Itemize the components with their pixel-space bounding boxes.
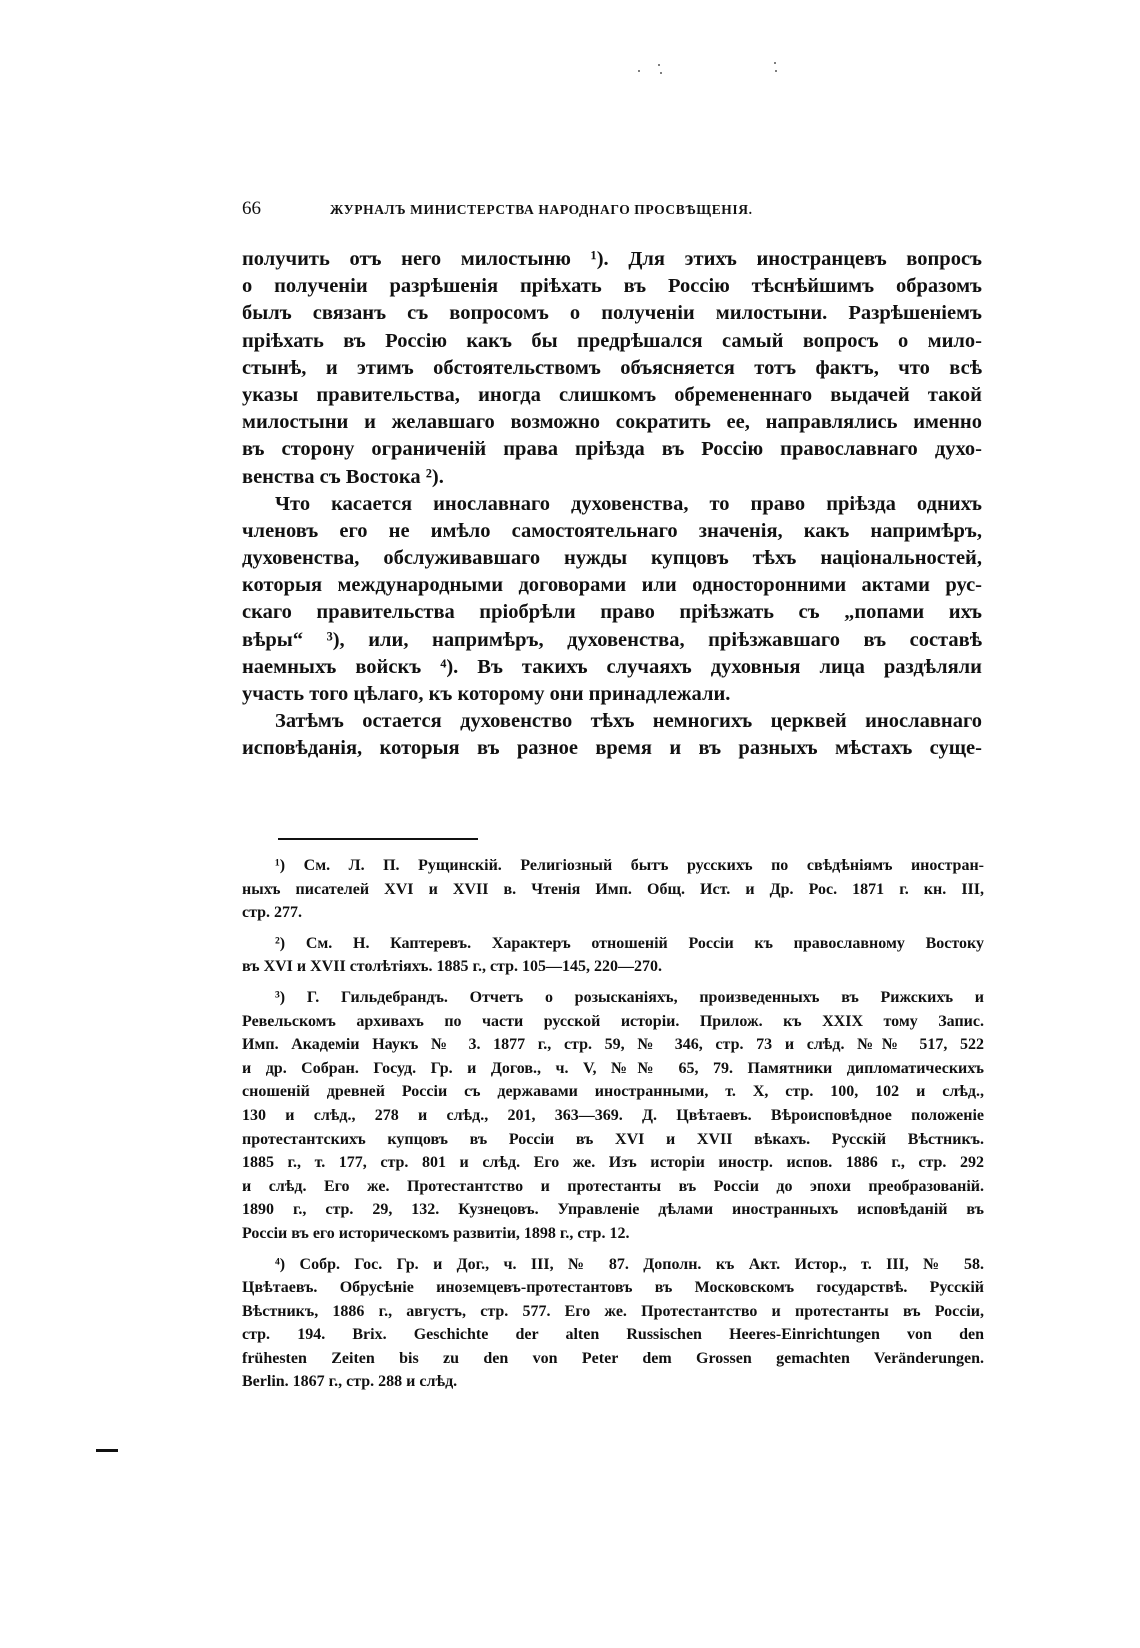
text-line: скаго правительства пріобрѣли право пріѣзжать съ „попами ихъ — [242, 601, 982, 624]
footnote-line: 130 и слѣд., 278 и слѣд., 201, 363—369. Д. Цвѣтаевъ. Вѣроисповѣдное положеніе — [242, 1106, 984, 1124]
scan-speck — [660, 72, 662, 74]
text-line: былъ связанъ съ вопросомъ о полученіи милостыни. Разрѣшеніемъ — [242, 302, 982, 325]
text-line: Что касается инославнаго духовенства, то право пріѣзда однихъ — [275, 492, 982, 515]
text-line: о полученіи разрѣшенія пріѣхать въ Россію тѣснѣйшимъ образомъ — [242, 275, 982, 298]
text-line: Затѣмъ остается духовенство тѣхъ немногихъ церквей инославнаго — [275, 710, 982, 733]
footnotes — [242, 854, 984, 1394]
scan-speck — [658, 64, 660, 66]
footnote-line: стр. 194. Brix. Geschichte der alten Russischen Heeres-Einrichtungen von den — [242, 1326, 984, 1344]
footnote-separator — [278, 838, 478, 840]
text-line: въ сторону ограниченій права пріѣзда въ Россію православнаго духо- — [242, 438, 982, 461]
text-line: стынѣ, и этимъ обстоятельствомъ объясняется тотъ фактъ, что всѣ — [242, 356, 982, 379]
text-line: наемныхъ войскъ ⁴). Въ такихъ случаяхъ духовныя лица раздѣляли — [242, 655, 982, 678]
text-line: указы правительства, иногда слишкомъ обремененнаго выдачей такой — [242, 383, 982, 406]
footnote-2 — [242, 932, 984, 979]
footnote-line: протестантскихъ купцовъ въ Россіи въ XVI и XVII вѣкахъ. Русскій Вѣстникъ. — [242, 1130, 984, 1148]
scan-speck — [774, 62, 776, 64]
text-line: духовенства, обслуживавшаго нужды купцовъ тѣхъ національностей, — [242, 547, 982, 570]
scan-speck — [638, 70, 640, 72]
footnote-line: ⁴) Собр. Гос. Гр. и Дог., ч. III, № 87. Дополн. къ Акт. Истор., т. III, № 58. — [275, 1255, 984, 1273]
text-line: вѣры“ ³), или, напримѣръ, духовенства, пріѣзжавшаго въ составѣ — [242, 628, 982, 651]
text-line: пріѣхать въ Россію какъ бы предрѣшался самый вопросъ о мило- — [242, 329, 982, 352]
footnote-line: Berlin. 1867 г., стр. 288 и слѣд. — [242, 1373, 458, 1391]
footnote-line: Вѣстникъ, 1886 г., августъ, стр. 577. Его же. Протестантство и протестанты въ Россіи, — [242, 1302, 984, 1320]
margin-mark — [96, 1449, 118, 1452]
footnote-line: и слѣд. Его же. Протестантство и протестанты въ Россіи до эпохи преобразованій. — [242, 1177, 984, 1195]
footnote-line: сношеній древней Россіи съ державами иностранными, т. X, стр. 100, 102 и слѣд., — [242, 1083, 984, 1101]
footnote-line: въ XVI и XVII столѣтіяхъ. 1885 г., стр. 105—145, 220—270. — [242, 958, 662, 976]
text-line: венства съ Востока ²). — [242, 465, 444, 488]
text-line: получить отъ него милостыню ¹). Для этихъ иностранцевъ вопросъ — [242, 248, 982, 270]
footnote-3 — [242, 986, 984, 1246]
text-line: членовъ его не имѣло самостоятельнаго значенія, какъ напримѣръ, — [242, 519, 982, 542]
footnote-line: ныхъ писателей XVI и XVII в. Чтенія Имп. Общ. Ист. и Др. Рос. 1871 г. кн. III, — [242, 880, 984, 898]
footnote-line: Имп. Академіи Наукъ № 3. 1877 г., стр. 59, № 346, стр. 73 и слѣд. №№ 517, 522 — [242, 1036, 984, 1054]
footnote-line: frühesten Zeiten bis zu den von Peter dem Grossen gemachten Veränderungen. — [242, 1349, 984, 1367]
running-head: ЖУРНАЛЪ МИНИСТЕРСТВА НАРОДНАГО ПРОСВѢЩЕНІЯ. — [330, 202, 753, 217]
footnote-line: ¹) См. Л. П. Рущинскій. Религіозный бытъ русскихъ по свѣдѣніямъ иностран- — [275, 857, 984, 874]
text-line: исповѣданія, которыя въ разное время и въ разныхъ мѣстахъ суще- — [242, 737, 982, 760]
footnote-line: ²) См. Н. Каптеревъ. Характеръ отношеній Россіи къ православному Востоку — [275, 934, 984, 952]
footnote-1 — [242, 854, 984, 925]
footnote-4 — [242, 1253, 984, 1395]
footnote-line: Россіи въ его историческомъ развитіи, 1898 г., стр. 12. — [242, 1224, 630, 1242]
footnote-line: Цвѣтаевъ. Обрусѣніе иноземцевъ-протестантовъ въ Московскомъ государствѣ. Русскій — [242, 1279, 984, 1297]
footnote-line: и др. Собран. Госуд. Гр. и Догов., ч. V, №№ 65, 79. Памятники дипломатическихъ — [242, 1059, 984, 1077]
body-text — [242, 246, 982, 763]
footnote-line: 1890 г., стр. 29, 132. Кузнецовъ. Управленіе дѣлами иностранныхъ исповѣданій въ — [242, 1201, 984, 1219]
text-line: участь того цѣлаго, къ которому они принадлежали. — [242, 683, 731, 705]
footnote-line: стр. 277. — [242, 904, 303, 922]
footnote-line: 1885 г., т. 177, стр. 801 и слѣд. Его же. Изъ исторіи иностр. испов. 1886 г., стр. 292 — [242, 1154, 984, 1172]
page-number: 66 — [242, 198, 261, 219]
text-line: милостыни и желавшаго возможно сократить ее, направлялись именно — [242, 411, 982, 434]
text-line: которыя международными договорами или односторонними актами рус- — [242, 574, 982, 597]
footnote-line: ³) Г. Гильдебрандъ. Отчетъ о розысканіяхъ, произведенныхъ въ Рижскихъ и — [275, 988, 984, 1006]
scan-speck — [775, 70, 777, 72]
scan-specks — [630, 60, 830, 80]
page-header — [242, 198, 872, 228]
footnote-line: Ревельскомъ архивахъ по части русской исторіи. Прилож. къ XXIX тому Запис. — [242, 1012, 984, 1030]
